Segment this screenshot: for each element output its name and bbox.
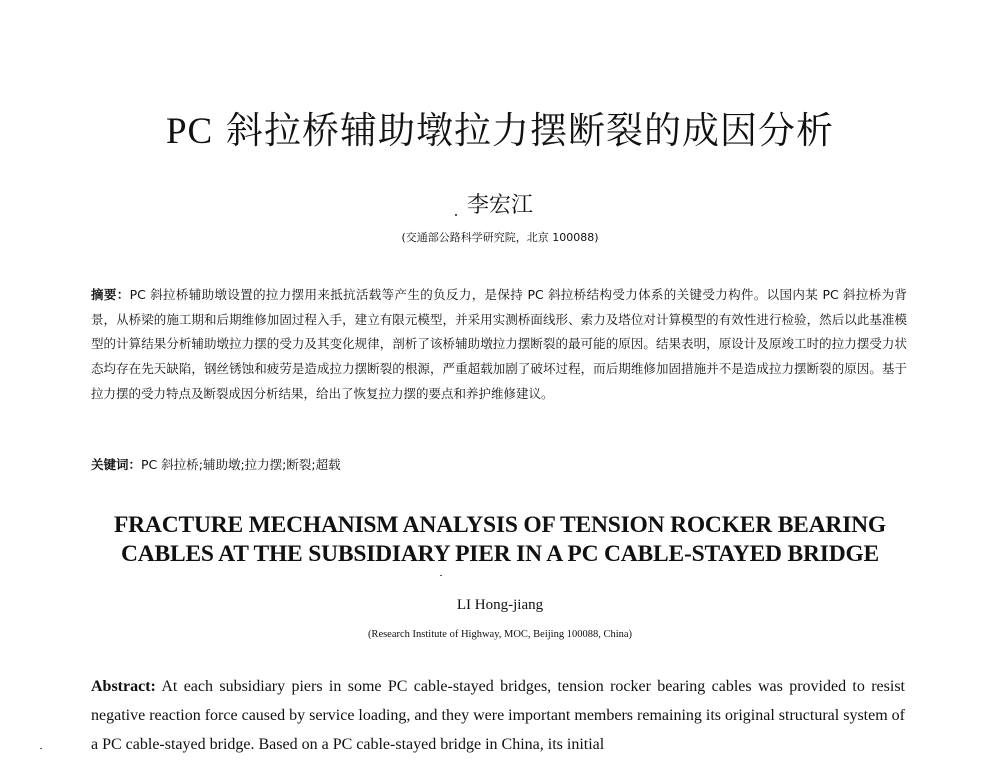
chinese-title-text: 斜拉桥辅助墩拉力摆断裂的成因分析 xyxy=(213,109,835,152)
english-affiliation: (Research Institute of Highway, MOC, Beijing 100088, China) xyxy=(367,629,633,640)
scan-speck xyxy=(455,214,457,216)
english-title-line-2: CABLES AT THE SUBSIDIARY PIER IN A PC CABLE-STAYED BRIDGE xyxy=(120,541,880,567)
english-abstract-label: Abstract: xyxy=(91,678,156,695)
chinese-keywords-text: PC 斜拉桥;辅助墩;拉力摆;断裂;超载 xyxy=(141,457,341,472)
chinese-affiliation: (交通部公路科学研究院，北京 100088) xyxy=(401,231,599,244)
chinese-title xyxy=(0,100,1000,154)
chinese-title-latin: PC xyxy=(165,111,214,152)
chinese-abstract-label: 摘要： xyxy=(91,287,130,302)
english-author: LI Hong-jiang xyxy=(456,597,544,613)
scan-speck xyxy=(440,575,442,576)
english-abstract-text: At each subsidiary piers in some PC cable-stayed bridges, tension rocker bearing cables was provided to resist negative reaction force caused by service loading, and they were important members remaining its original structural system of a PC cable-stayed bridge. Based on a PC cable-stayed bridge in China, its initial xyxy=(91,678,905,753)
english-title-line-1: FRACTURE MECHANISM ANALYSIS OF TENSION ROCKER BEARING xyxy=(114,512,886,538)
english-abstract xyxy=(91,672,905,759)
chinese-keywords xyxy=(91,455,341,473)
english-title xyxy=(0,511,1000,569)
chinese-abstract-text: PC 斜拉桥辅助墩设置的拉力摆用来抵抗活载等产生的负反力，是保持 PC 斜拉桥结构受力体系的关键受力构件。以国内某 PC 斜拉桥为背景，从桥梁的施工期和后期维修加固过程入手，建立有限元模型，并采用实测桥面线形、索力及塔位对计算模型的有效性进行检验，然后以此基准模型的计算结果分析辅助墩拉力摆的受力及其变化规律，剖析了该桥辅助墩拉力摆断裂的最可能的原因。结果表明，原设计及原竣工时的拉力摆受力状态均存在先天缺陷，钢丝锈蚀和疲劳是造成拉力摆断裂的根源，严重超载加剧了破坏过程，而后期维修加固措施并不是造成拉力摆断裂的原因。基于拉力摆的受力特点及断裂成因分析结果，给出了恢复拉力摆的要点和养护维修建议。 xyxy=(91,287,907,401)
chinese-keywords-label: 关键词： xyxy=(91,457,142,472)
scan-speck xyxy=(40,748,42,749)
chinese-abstract xyxy=(91,283,907,407)
chinese-author: 李宏江 xyxy=(466,193,533,218)
